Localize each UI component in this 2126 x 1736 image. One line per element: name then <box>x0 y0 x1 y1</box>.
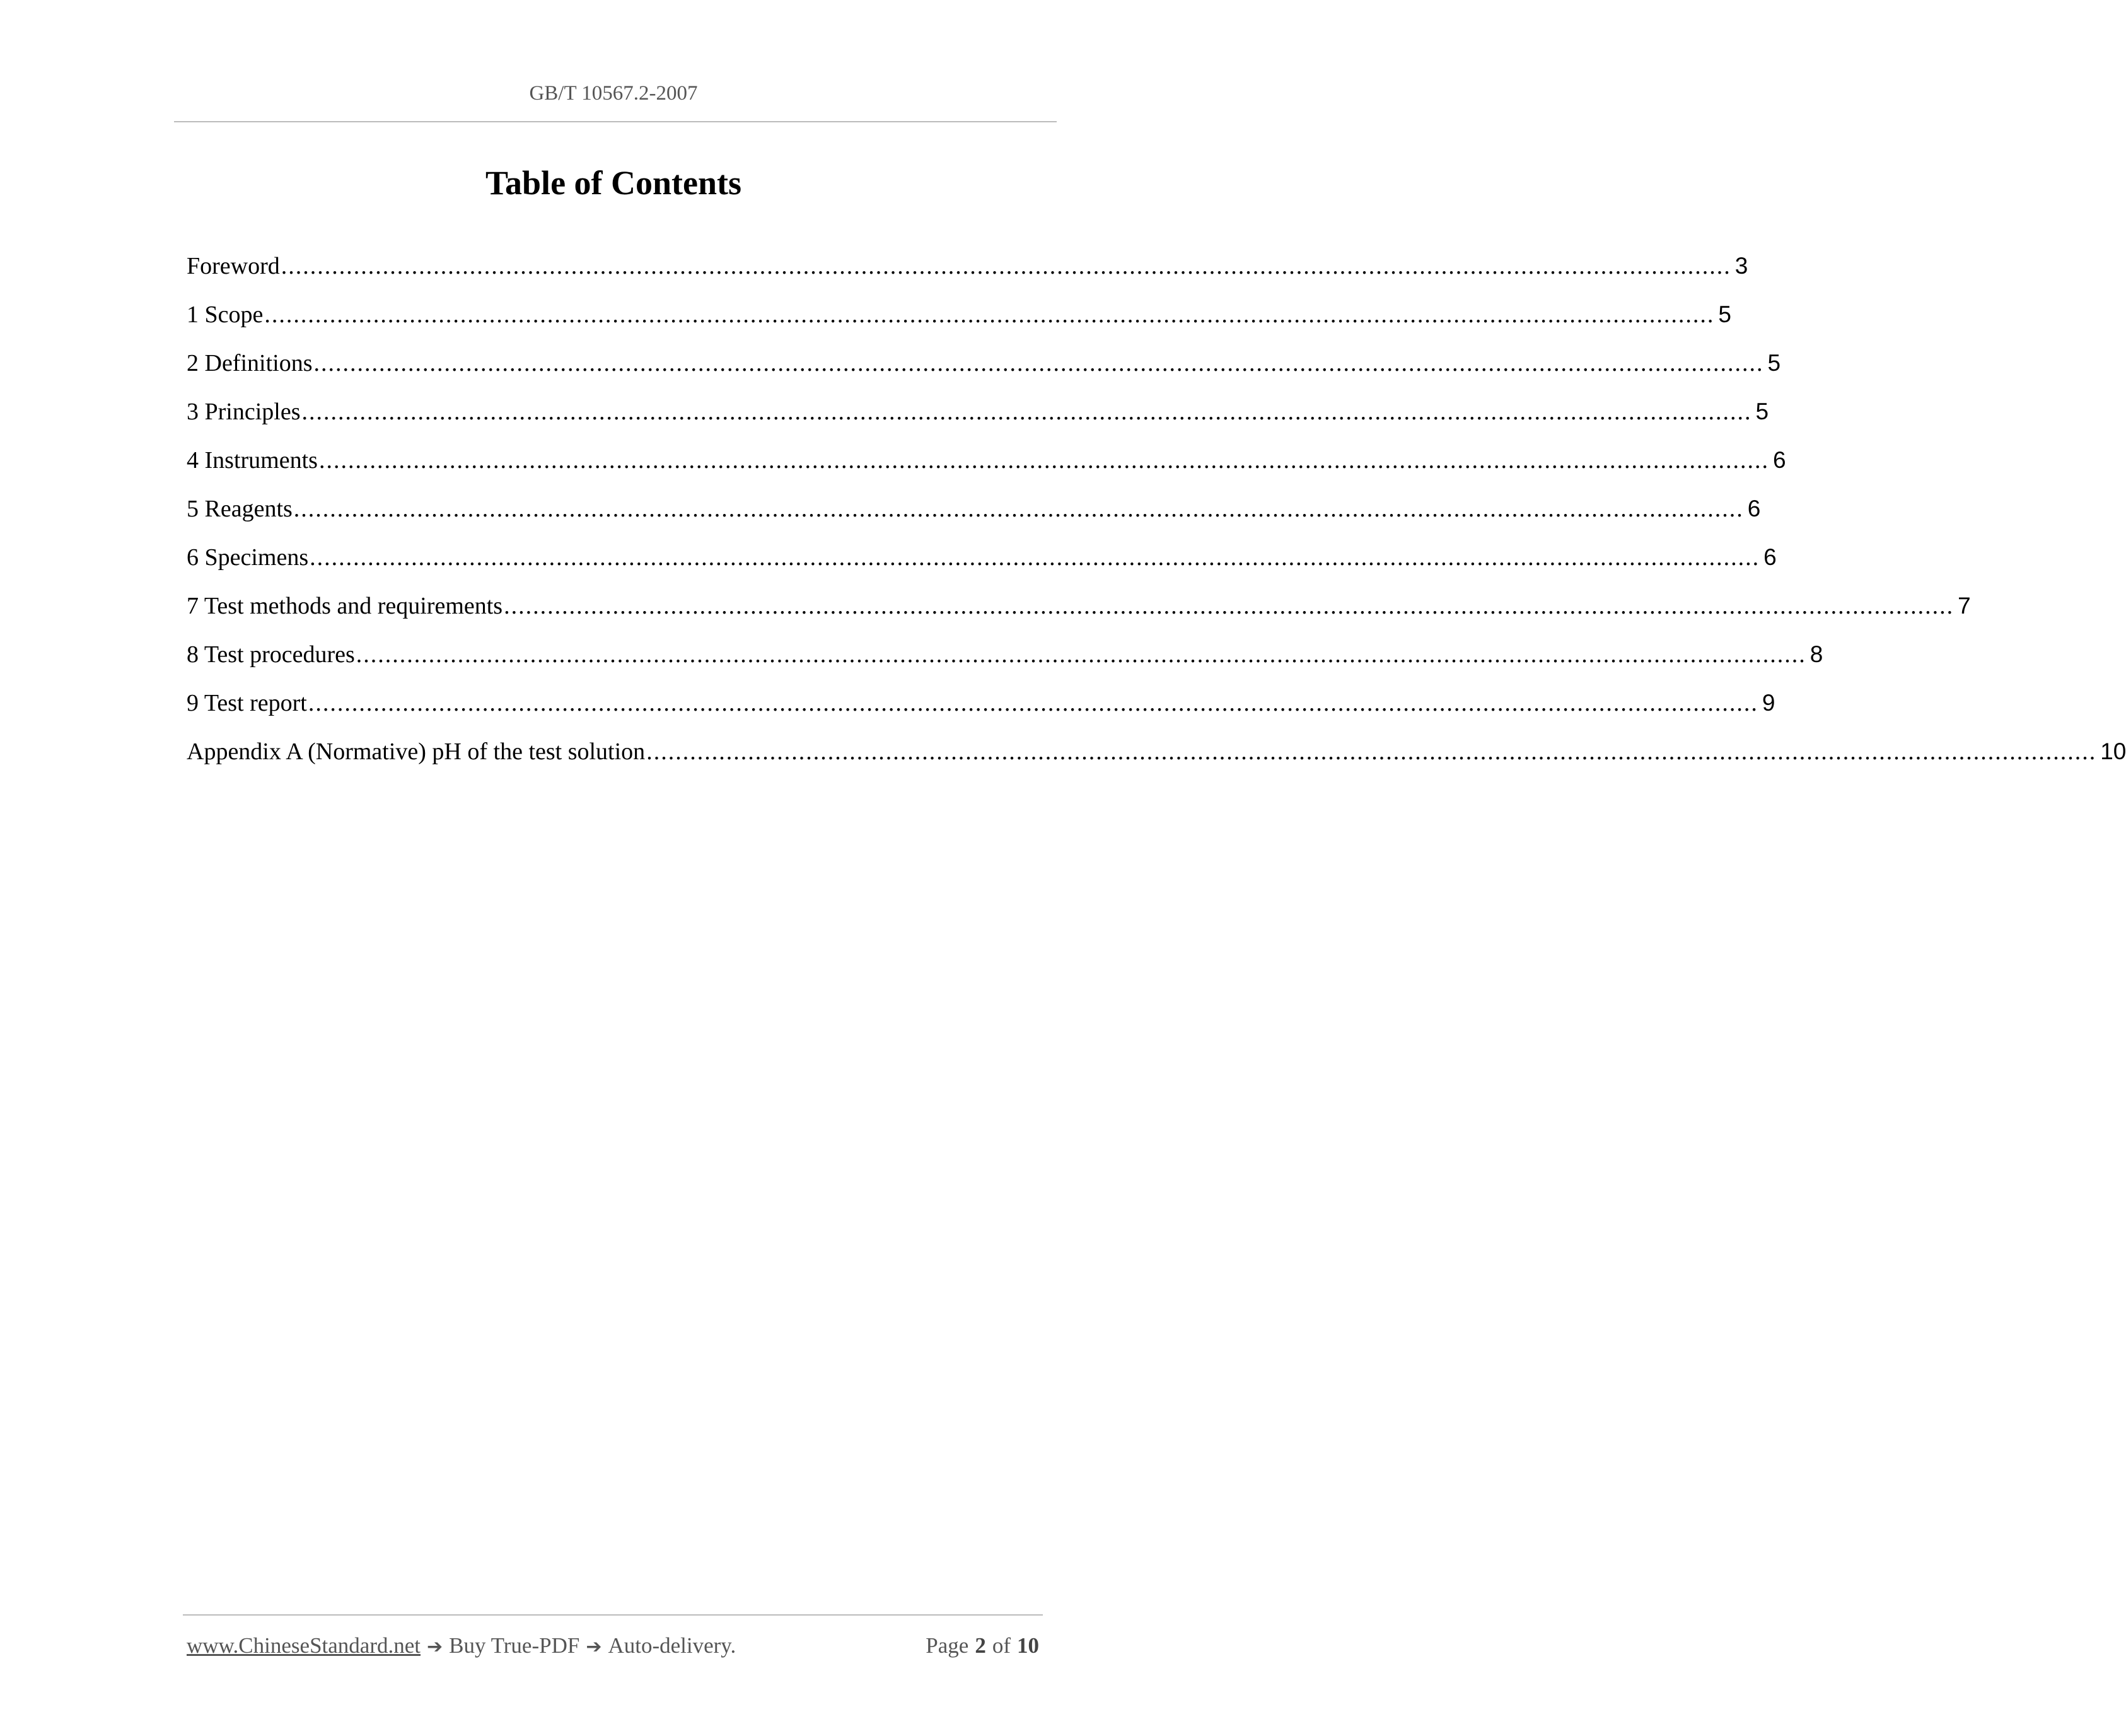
current-page-number: 2 <box>975 1633 986 1658</box>
page-word: Page <box>926 1633 969 1658</box>
arrow-right-icon: ➔ <box>586 1636 602 1658</box>
toc-leader: ........................................................................................................................................................................................................ <box>504 593 1955 619</box>
buy-true-pdf-text: Buy True-PDF <box>449 1633 580 1658</box>
toc-entry-principles[interactable] <box>187 398 1769 446</box>
toc-entry-page: 7 <box>1958 593 1971 619</box>
toc-entry-appendix-a[interactable] <box>187 738 2126 786</box>
website-link[interactable]: www.ChineseStandard.net <box>187 1633 421 1658</box>
total-pages-number: 10 <box>1017 1633 1039 1658</box>
toc-entry-label: 9 Test report <box>187 690 307 716</box>
toc-entry-specimens[interactable] <box>187 544 1777 592</box>
toc-entry-reagents[interactable] <box>187 495 1761 544</box>
toc-entry-definitions[interactable] <box>187 349 1781 398</box>
toc-entry-label: 7 Test methods and requirements <box>187 593 503 619</box>
toc-entry-label: 3 Principles <box>187 399 301 425</box>
toc-entry-test-methods[interactable] <box>187 592 1971 641</box>
toc-entry-label: 6 Specimens <box>187 544 309 571</box>
toc-entry-page: 6 <box>1747 496 1761 521</box>
toc-title: Table of Contents <box>485 164 742 202</box>
toc-leader: ........................................................................................................................................................................................................ <box>310 544 1760 571</box>
toc-entry-page: 6 <box>1772 447 1786 473</box>
toc-entry-label: 1 Scope <box>187 301 264 328</box>
toc-list <box>187 252 2126 786</box>
page-header: GB/T 10567.2-2007 <box>529 82 698 105</box>
toc-entry-label: 5 Reagents <box>187 496 293 522</box>
toc-leader: ........................................................................................................................................................................................................ <box>293 496 1744 522</box>
toc-entry-page: 5 <box>1767 350 1781 376</box>
toc-leader: ........................................................................................................................................................................................................ <box>308 690 1758 716</box>
page-number <box>926 1632 1039 1660</box>
toc-entry-scope[interactable] <box>187 301 1731 349</box>
toc-leader: ........................................................................................................................................................................................................ <box>301 399 1752 425</box>
toc-entry-test-procedures[interactable] <box>187 641 1823 689</box>
toc-entry-label: Foreword <box>187 253 280 279</box>
toc-leader: ........................................................................................................................................................................................................ <box>264 301 1715 328</box>
toc-entry-page: 5 <box>1755 399 1769 424</box>
auto-delivery-text: Auto-delivery. <box>608 1633 736 1658</box>
toc-entry-label: Appendix A (Normative) pH of the test solution <box>187 738 646 765</box>
toc-leader: ........................................................................................................................................................................................................ <box>281 253 1731 279</box>
toc-leader: ........................................................................................................................................................................................................ <box>313 350 1764 376</box>
toc-entry-label: 4 Instruments <box>187 447 318 474</box>
toc-leader: ........................................................................................................................................................................................................ <box>646 738 2097 765</box>
of-word: of <box>992 1633 1011 1658</box>
footer-promo <box>187 1632 736 1661</box>
toc-entry-test-report[interactable] <box>187 689 1775 738</box>
toc-entry-page: 3 <box>1734 253 1748 279</box>
toc-entry-foreword[interactable] <box>187 252 1748 301</box>
toc-entry-label: 2 Definitions <box>187 350 313 376</box>
toc-entry-page: 6 <box>1763 544 1777 570</box>
toc-entry-page: 8 <box>1809 641 1823 667</box>
toc-leader: ........................................................................................................................................................................................................ <box>318 447 1769 474</box>
toc-entry-page: 5 <box>1718 301 1731 327</box>
arrow-right-icon: ➔ <box>427 1636 443 1658</box>
footer-rule <box>183 1614 1043 1616</box>
toc-entry-page: 9 <box>1762 690 1775 716</box>
header-rule <box>174 121 1057 122</box>
toc-leader: ........................................................................................................................................................................................................ <box>356 641 1806 668</box>
toc-entry-page: 10 <box>2100 738 2126 764</box>
toc-entry-instruments[interactable] <box>187 446 1786 495</box>
toc-entry-label: 8 Test procedures <box>187 641 355 668</box>
